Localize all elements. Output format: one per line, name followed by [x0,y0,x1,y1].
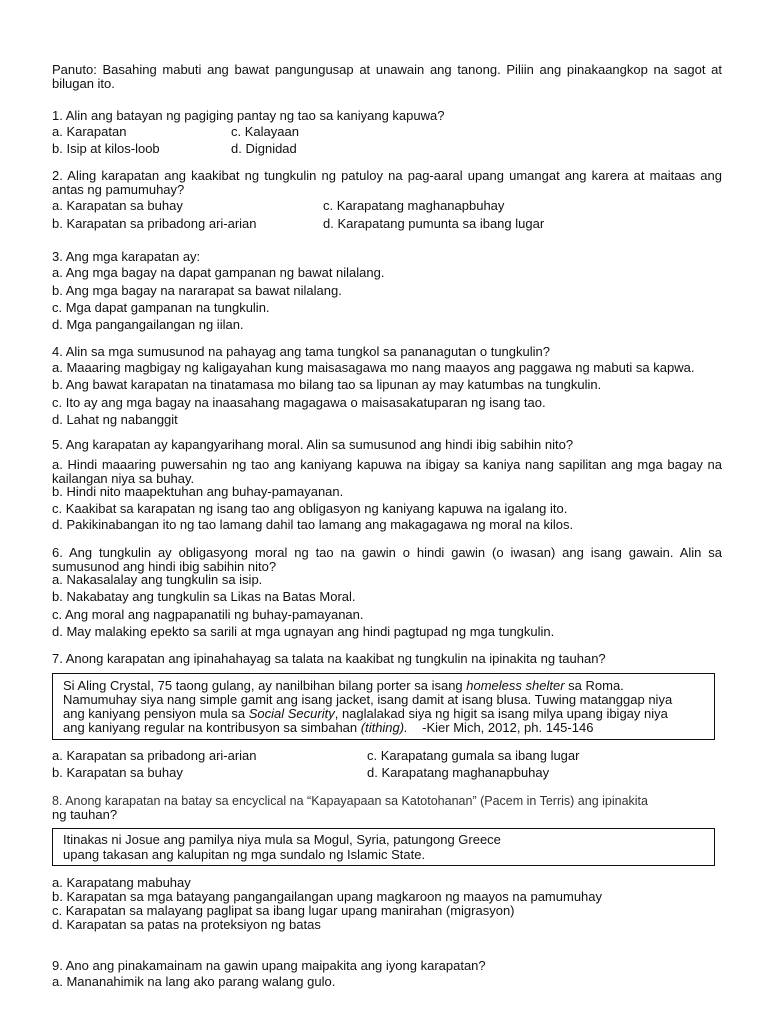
q6-option-a: a. Nakasalalay ang tungkulin sa isip. [52,572,263,587]
question-8-line-1: 8. Anong karapatan na batay sa encyclical na “Kapayapaan sa Katotohanan” (Pacem in Terris) ang ipinakita [52,794,648,808]
question-5: 5. Ang karapatan ay kapangyarihang moral. Alin sa sumusunod ang hindi ibig sabihin nito? [52,437,574,452]
q7-passage-line-2: Namumuhay siya nang simple gamit ang isang jacket, isang damit at isang blusa. Tuwing matanggap niya [63,692,673,707]
q5-option-b: b. Hindi nito maapektuhan ang buhay-pamayanan. [52,484,344,499]
q8-passage-box [52,828,715,866]
question-4: 4. Alin sa mga sumusunod na pahayag ang tama tungkol sa pananagutan o tungkulin? [52,344,550,359]
q7-passage-line-3: ang kaniyang pensiyon mula sa Social Security, naglalakad siya ng higit sa isang milya upang ibigay niya [63,706,668,721]
q2-option-b: b. Karapatan sa pribadong ari-arian [52,216,257,231]
q3-option-a: a. Ang mga bagay na dapat gampanan ng bawat nilalang. [52,265,385,280]
question-3: 3. Ang mga karapatan ay: [52,249,201,264]
q5-option-a: a. Hindi maaaring puwersahin ng tao ang kaniyang kapuwa na ibigay sa kaniya nang sapilitan ang mga bagay na kailangan niya sa buhay. [52,457,722,486]
q1-option-c: c. Kalayaan [231,124,299,139]
instructions: Panuto: Basahing mabuti ang bawat pangungusap at unawain ang tanong. Piliin ang pinakaangkop na sagot at bilugan ito. [52,62,722,91]
q6-option-d: d. May malaking epekto sa sarili at mga ugnayan ang hindi pagtupad ng mga tungkulin. [52,624,555,639]
q1-option-a: a. Karapatan [52,124,127,139]
q7-option-c: c. Karapatang gumala sa ibang lugar [367,748,580,763]
q8-option-a: a. Karapatang mabuhay [52,875,191,890]
q7-option-b: b. Karapatan sa buhay [52,765,183,780]
q7-option-a: a. Karapatan sa pribadong ari-arian [52,748,257,763]
q7-passage-line-4: ang kaniyang regular na kontribusyon sa simbahan (tithing). -Kier Mich, 2012, ph. 145-146 [63,720,594,735]
q4-option-a: a. Maaaring magbigay ng kaligayahan kung maisasagawa mo nang maayos ang paggawa ng mabuti sa kapwa. [52,360,695,375]
q4-option-b: b. Ang bawat karapatan na tinatamasa mo bilang tao sa lipunan ay may katumbas na tungkulin. [52,377,602,392]
question-7: 7. Anong karapatan ang ipinahahayag sa talata na kaakibat ng tungkulin na ipinakita ng tauhan? [52,651,606,666]
question-8-line-2: ng tauhan? [52,807,118,822]
q1-option-d: d. Dignidad [231,141,297,156]
q7-option-d: d. Karapatang maghanapbuhay [367,765,550,780]
question-6: 6. Ang tungkulin ay obligasyong moral ng tao na gawin o hindi gawin (o iwasan) ang isang gawain. Alin sa sumusunod ang hindi ibig sabihin nito? [52,545,722,574]
q9-option-a: a. Mananahimik na lang ako parang walang gulo. [52,974,336,989]
question-2: 2. Aling karapatan ang kaakibat ng tungkulin ng patuloy na pag-aaral upang umangat ang karera at maitaas ang antas ng pamumuhay? [52,168,722,197]
q8-passage-line-2: upang takasan ang kalupitan ng mga sundalo ng Islamic State. [63,847,426,862]
q8-option-b: b. Karapatan sa mga batayang pangangailangan upang magkaroon ng maayos na pamumuhay [52,889,603,904]
q2-option-c: c. Karapatang maghanapbuhay [323,198,505,213]
q4-option-d: d. Lahat ng nabanggit [52,412,178,427]
q2-option-d: d. Karapatang pumunta sa ibang lugar [323,216,545,231]
question-1: 1. Alin ang batayan ng pagiging pantay ng tao sa kaniyang kapuwa? [52,108,445,123]
q1-option-b: b. Isip at kilos-loob [52,141,160,156]
q3-option-b: b. Ang mga bagay na nararapat sa bawat nilalang. [52,283,342,298]
q4-option-c: c. Ito ay ang mga bagay na inaasahang magagawa o maisasakatuparan ng isang tao. [52,395,546,410]
q8-option-c: c. Karapatan sa malayang paglipat sa ibang lugar upang manirahan (migrasyon) [52,903,515,918]
q5-option-d: d. Pakikinabangan ito ng tao lamang dahil tao lamang ang makagagawa ng moral na kilos. [52,517,574,532]
q3-option-c: c. Mga dapat gampanan na tungkulin. [52,300,270,315]
q7-passage-box [52,673,715,740]
q6-option-c: c. Ang moral ang nagpapanatili ng buhay-pamayanan. [52,607,364,622]
q6-option-b: b. Nakabatay ang tungkulin sa Likas na Batas Moral. [52,589,356,604]
q5-option-c: c. Kaakibat sa karapatan ng isang tao ang obligasyon ng kaniyang kapuwa na igalang ito. [52,501,568,516]
question-9: 9. Ano ang pinakamainam na gawin upang maipakita ang iyong karapatan? [52,958,486,973]
q3-option-d: d. Mga pangangailangan ng iilan. [52,317,244,332]
q7-passage-line-1: Si Aling Crystal, 75 taong gulang, ay nanilbihan bilang porter sa isang homeless shelter sa Roma. [63,678,624,693]
q2-option-a: a. Karapatan sa buhay [52,198,183,213]
q8-passage-line-1: Itinakas ni Josue ang pamilya niya mula sa Mogul, Syria, patungong Greece [63,832,501,847]
q8-option-d: d. Karapatan sa patas na proteksiyon ng batas [52,917,321,932]
